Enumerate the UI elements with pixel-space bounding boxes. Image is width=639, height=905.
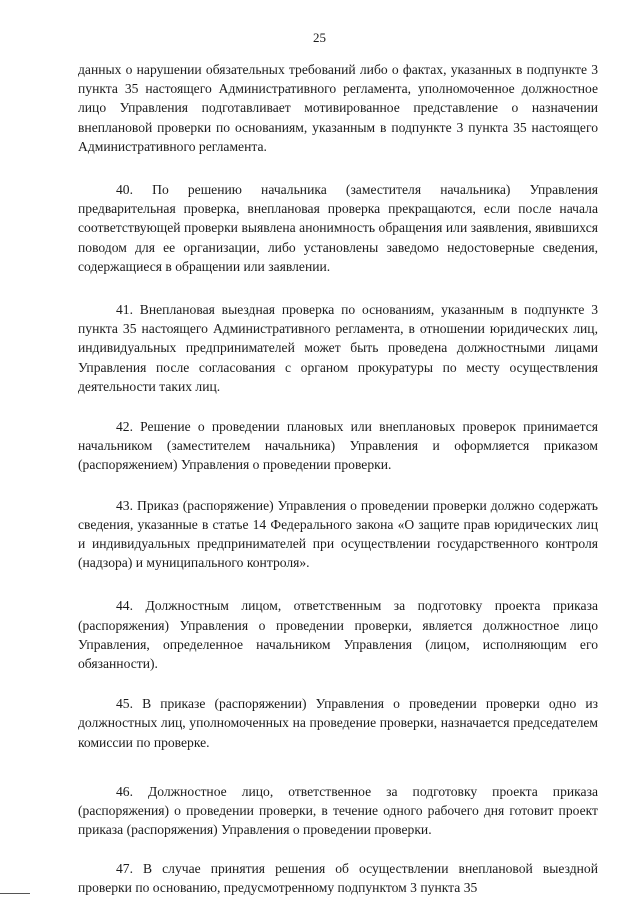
page-number: 25 — [313, 30, 326, 45]
paragraph-43: 43. Приказ (распоряжение) Управления о проведении проверки должно содержать сведения, указанные в статье 14 Федерального закона «О защите прав юридических лиц и индивидуальных предпринимателей при осуществлении государственного контроля (надзора) и муниципального контроля». — [78, 497, 598, 571]
paragraph-46: 46. Должностное лицо, ответственное за подготовку проекта приказа (распоряжения) о проведении проверки, в течение одного рабочего дня готовит проект приказа (распоряжения) Управления о проведении проверки. — [78, 783, 598, 838]
paragraph-40: 40. По решению начальника (заместителя начальника) Управления предварительная проверка, внеплановая проверка прекращаются, если после начала соответствующей проверки выявлена анонимность обращения или заявления, явившихся поводом для ее организации, либо установлены заведомо недостоверные сведения, содержащиеся в обращении или заявлении. — [78, 182, 598, 274]
paragraph-continuation: данных о нарушении обязательных требований либо о фактах, указанных в подпункте 3 пункта 35 настоящего Административного регламента, уполномоченное должностное лицо Управления подготавливает мотивированное представление о назначении внеплановой проверки по основаниям, указанным в подпункте 3 пункта 35 настоящего Административного регламента. — [78, 62, 598, 154]
paragraph-41: 41. Внеплановая выездная проверка по основаниям, указанным в подпункте 3 пункта 35 настоящего Административного регламента, в отношении юридических лиц, индивидуальных предпринимателей может быть проведена должностными лицами Управления после согласования с органом прокуратуры по месту осуществления деятельности таких лиц. — [78, 302, 598, 394]
bottom-edge-rule — [0, 893, 30, 894]
paragraph-44: 44. Должностным лицом, ответственным за подготовку проекта приказа (распоряжения) Управления о проведении проверки, является должностное лицо Управления, определенное начальником Управления (лицом, исполняющим его обязанности). — [78, 598, 598, 672]
paragraph-47: 47. В случае принятия решения об осуществлении внеплановой выездной проверки по основанию, предусмотренному подпунктом 3 пункта 35 — [78, 860, 598, 895]
paragraph-42: 42. Решение о проведении плановых или внеплановых проверок принимается начальником (заместителем начальника) Управления и оформляется приказом (распоряжением) Управления о проведении проверки. — [78, 419, 598, 473]
paragraph-45: 45. В приказе (распоряжении) Управления о проведении проверки одно из должностных лиц, уполномоченных на проведение проверки, назначается председателем комиссии по проверке. — [78, 696, 598, 750]
document-body — [78, 60, 598, 897]
